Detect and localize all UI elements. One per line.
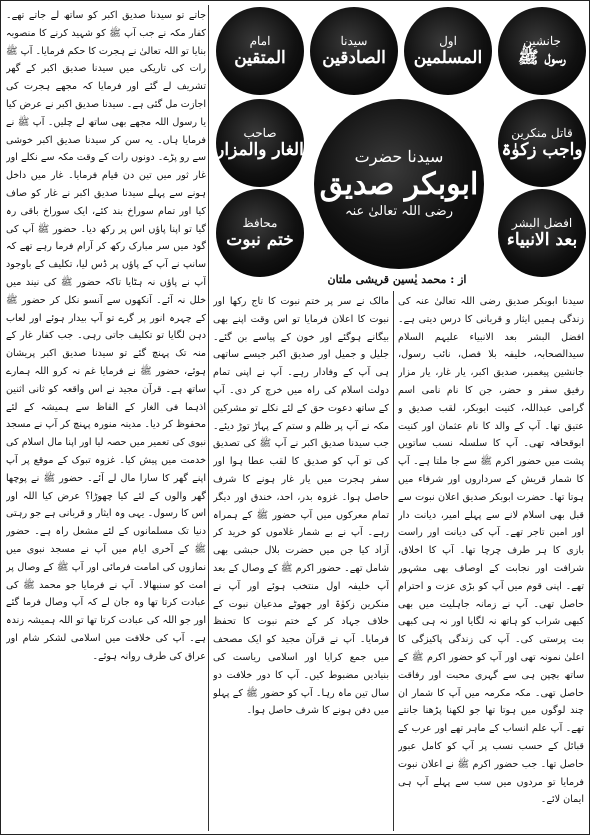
circle-line: الصادقین [322,47,386,68]
article-column-left [6,7,206,829]
center-title-line: رضی اللہ تعالیٰ عنہ [345,204,453,219]
circle-line: الغار والمزار [216,139,304,160]
column-divider [208,5,209,831]
circle-line: سیدنا [340,33,368,48]
circle-line: قاتل منکرین [511,125,573,140]
article-column-right [398,293,584,829]
title-circle [404,7,492,95]
title-circle [498,99,586,187]
circle-line: واجب زکوٰۃ [501,139,583,160]
circle-line: اول [439,33,457,48]
center-title-main: ابوبکر صدیق [319,167,479,202]
circle-line: جانشین [523,33,561,48]
circle-line: ختم نبوت [226,229,294,250]
circle-line: صاحب [243,125,277,140]
title-banner [210,5,588,275]
column-divider [393,291,394,831]
circle-line: امام [249,33,271,48]
title-circle [310,7,398,95]
article-column-middle [213,293,389,829]
circle-line: المسلمین [413,47,483,68]
title-circle [216,189,304,277]
title-circle [498,7,586,95]
column-text: مالک نے سر پر ختم نبوت کا تاج رکھا اور نبوت کا اعلان فرمایا تو اس وقت اپنے بھی بیگانے ہوگئے اور خون کے پیاسے بن گئے۔ جلیل و جمیل اور صدیق اکبر جیسے ساتھی ہی آپ کے وفادار رہے۔ آپ نے اپنی تمام دولت اسلام کی راہ میں خرچ کر دی۔ آپ کے ساتھ دعوت حق کے لئے نکلے تو مشرکین مکہ نے آپ پر ظلم و ستم کے پہاڑ توڑ دیئے۔ جب سیدنا صدیق اکبر نے آپ ﷺ کی تصدیق کی تو آپ کو صدیق کا لقب عطا ہوا اور سفر ہجرت میں یار غار ہونے کا شرف حاصل ہوا۔ غزوہ بدر، احد، خندق اور دیگر تمام معرکوں میں آپ حضور ﷺ کے ہمراہ رہے۔ آپ نے بے شمار غلاموں کو خرید کر آزاد کیا جن میں حضرت بلال حبشی بھی شامل تھے۔ حضور اکرم ﷺ کے وصال کے بعد آپ خلیفہ اول منتخب ہوئے اور آپ نے منکرین زکوٰۃ اور جھوٹے مدعیان نبوت کے خلاف جہاد کر کے ختم نبوت کا تحفظ فرمایا۔ آپ نے قرآن مجید کو ایک مصحف میں جمع کرایا اور اسلامی ریاست کی بنیادیں مضبوط کیں۔ آپ کا دور خلافت دو سال تین ماہ رہا۔ آپ کو حضور ﷺ کے پہلو میں دفن ہونے کا شرف حاصل ہوا۔ [213,296,389,717]
title-circle [216,99,304,187]
circle-line: المتقین [234,47,286,68]
center-title-circle [314,99,484,269]
circle-line: بعد الانبیاء [506,229,578,250]
circle-line: رسول ﷺ [518,47,566,68]
author-byline: از : محمد یٰسین قریشی ملتان [327,273,467,286]
circle-line: افضل البشر [511,215,573,230]
title-circle [216,7,304,95]
center-title-line: سیدنا حضرت [354,147,444,166]
column-text: سیدنا ابوبکر صدیق رضی اللہ تعالیٰ عنہ کی زندگی ہمیں ایثار و قربانی کا درس دیتی ہے۔ افضل البشر بعد الانبیاء علیہم السلام سیدالصحابہ، خلیفہ بلا فصل، نائب رسول، جانشین پیغمبر، صدیق اکبر، یار غار، یار مزار رفیق سفر و حضر، جن کا نام نامی اسم گرامی عبداللہ، کنیت ابوبکر، لقب صدیق و عتیق تھا۔ آپ کے والد کا نام عثمان اور کنیت ابوقحافہ تھی۔ آپ کا سلسلہ نسب ساتویں پشت میں حضور اکرم ﷺ سے جا ملتا ہے۔ آپ کا شمار قریش کے سرداروں اور شرفاء میں ہوتا تھا۔ حضرت ابوبکر صدیق اعلان نبوت سے قبل بھی اسلام لانے سے پہلے امیر، دیانت دار اور امین تاجر تھے۔ آپ کی دیانت اور راست بازی کا ہر طرف چرچا تھا۔ آپ کا اخلاق، شرافت اور نجابت کے اوصاف بھی مشہور تھے۔ اپنی قوم میں آپ کو بڑی عزت و احترام حاصل تھی۔ آپ نے زمانہ جاہلیت میں بھی کبھی شراب کو ہاتھ نہ لگایا اور نہ ہی کبھی بت پرستی کی۔ آپ کی زندگی پاکیزگی کا اعلیٰ نمونہ تھی اور آپ کو حضور اکرم ﷺ کے ساتھ بچپن ہی سے گہری محبت اور رفاقت حاصل تھی۔ مکہ مکرمہ میں آپ کا شمار ان چند لوگوں میں ہوتا تھا جو لکھنا پڑھنا جانتے تھے۔ آپ علم انساب کے ماہر تھے اور عرب کے قبائل کے حسب نسب پر آپ کو کامل عبور حاصل تھا۔ جب حضور اکرم ﷺ نے اعلان نبوت فرمایا تو مردوں میں سب سے پہلے آپ ہی ایمان لائے۔ [398,296,584,806]
title-circle [498,189,586,277]
column-text: جاتے تو سیدنا صدیق اکبر کو ساتھ لے جاتے تھے۔ کفار مکہ نے جب آپ ﷺ کو شہید کرنے کا منصوبہ بنایا تو اللہ تعالیٰ نے ہجرت کا حکم فرمایا۔ آپ ﷺ رات کی تاریکی میں سیدنا صدیق اکبر کے گھر تشریف لے گئے اور فرمایا کہ مجھے ہجرت کی اجازت مل گئی ہے۔ سیدنا صدیق اکبر نے عرض کیا یا رسول اللہ مجھے بھی ساتھ لے چلیں۔ آپ ﷺ نے فرمایا ہاں۔ یہ سن کر سیدنا صدیق اکبر خوشی سے رو پڑے۔ دونوں رات کے وقت مکہ سے نکلے اور غار ثور میں تین دن قیام فرمایا۔ غار میں داخل ہونے سے پہلے سیدنا صدیق اکبر نے غار کو صاف کیا اور تمام سوراخ بند کئے، ایک سوراخ باقی رہ گیا تو اپنا پاؤں اس پر رکھ دیا۔ حضور ﷺ آپ کی گود میں سر مبارک رکھ کر آرام فرما رہے تھے کہ سانپ نے آپ کے پاؤں پر ڈس لیا، تکلیف کے باوجود آپ نے پاؤں نہ ہٹایا تاکہ حضور ﷺ کی نیند میں خلل نہ آئے۔ آنکھوں سے آنسو نکل کر حضور ﷺ کے چہرہ انور پر گرے تو آپ بیدار ہوئے اور لعاب دہن لگایا تو تکلیف جاتی رہی۔ جب کفار غار کے منہ تک پہنچ گئے تو سیدنا صدیق اکبر پریشان ہوئے، حضور ﷺ نے فرمایا غم نہ کرو اللہ ہمارے ساتھ ہے۔ قرآن مجید نے اس واقعہ کو ثانی اثنین اذہما فی الغار کے الفاظ سے ہمیشہ کے لئے محفوظ کر دیا۔ مدینہ منورہ پہنچ کر آپ نے مسجد نبوی کی تعمیر میں حصہ لیا اور اپنا مال اسلام کی خدمت میں پیش کیا۔ غزوہ تبوک کے موقع پر آپ اپنے گھر کا سارا مال لے آئے۔ حضور ﷺ نے پوچھا گھر والوں کے لئے کیا چھوڑا؟ عرض کیا اللہ اور اس کا رسول۔ یہی وہ ایثار و قربانی ہے جو رہتی دنیا تک مسلمانوں کے لئے مشعل راہ ہے۔ حضور ﷺ کے آخری ایام میں آپ نے مسجد نبوی میں نمازوں کی امامت فرمائی اور آپ ﷺ کے وصال پر امت کو سنبھالا۔ آپ نے فرمایا جو محمد ﷺ کی عبادت کرتا تھا وہ جان لے کہ آپ وصال فرما گئے اور جو اللہ کی عبادت کرتا تھا تو اللہ ہمیشہ زندہ ہے۔ آپ کی خلافت میں اسلامی لشکر شام اور عراق کی طرف روانہ ہوئے۔ [6,10,206,662]
circle-line: محافظ [242,215,278,230]
